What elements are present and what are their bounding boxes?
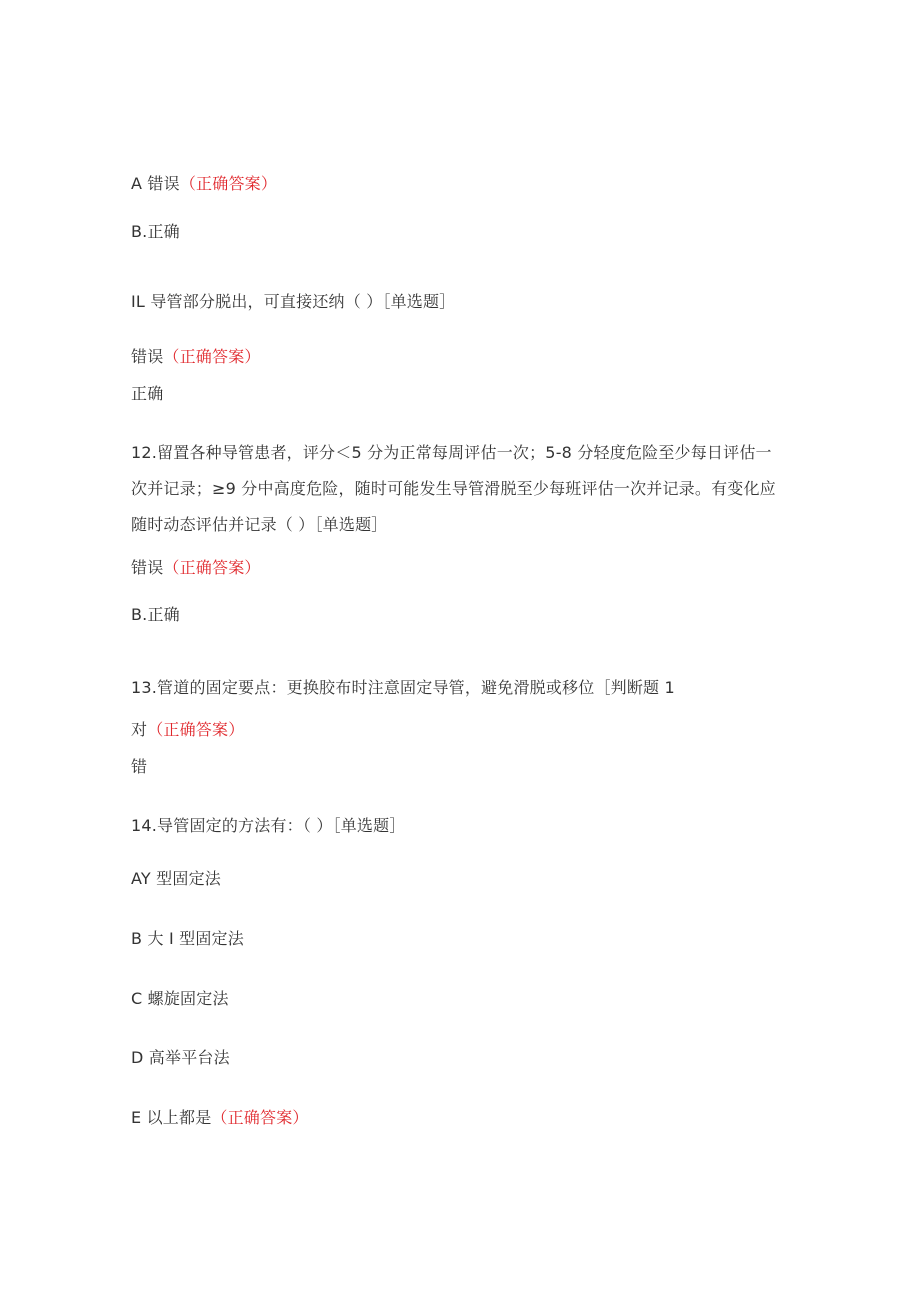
q13-option-b xyxy=(131,757,147,777)
question-text: 12.留置各种导管患者，评分＜5 分为正常每周评估一次；5-8 分轻度危险至少每日评估一次并记录；≥9 分中高度危险，随时可能发生导管滑脱至少每班评估一次并记录。有变化应随时动态评估并记录（ ）［单选题］ xyxy=(131,443,776,534)
question-text: 14.导管固定的方法有：（ ）［单选题］ xyxy=(131,816,406,835)
q11-stem xyxy=(131,292,455,312)
option-text: 正确 xyxy=(131,384,164,403)
q14-option-c xyxy=(131,989,229,1009)
option-text: 错误 xyxy=(131,347,164,366)
q14-stem xyxy=(131,816,406,836)
option-text: AY 型固定法 xyxy=(131,869,221,888)
q11-option-b xyxy=(131,384,163,404)
option-text: E 以上都是 xyxy=(131,1108,212,1127)
q10-option-b xyxy=(131,222,180,242)
option-text: B 大 I 型固定法 xyxy=(131,929,244,948)
correct-answer-mark: （正确答案） xyxy=(147,720,245,739)
q14-option-a xyxy=(131,869,221,889)
q10-option-a xyxy=(131,174,277,194)
q13-stem xyxy=(131,678,675,698)
q12-option-a xyxy=(131,558,261,578)
q14-option-e xyxy=(131,1108,309,1128)
q12-option-b xyxy=(131,605,180,625)
option-text: D 高举平台法 xyxy=(131,1048,230,1067)
correct-answer-mark: （正确答案） xyxy=(163,347,261,366)
question-text: IL 导管部分脱出，可直接还纳（ ）［单选题］ xyxy=(131,292,456,311)
question-text: 13.管道的固定要点：更换胶布时注意固定导管，避免滑脱或移位［判断题 1 xyxy=(131,678,675,697)
option-text: B.正确 xyxy=(131,605,180,624)
correct-answer-mark: （正确答案） xyxy=(163,558,261,577)
option-text: A 错误 xyxy=(131,174,180,193)
option-text: C 螺旋固定法 xyxy=(131,989,229,1008)
q14-option-d xyxy=(131,1048,230,1068)
option-text: 错误 xyxy=(131,558,164,577)
option-text: B.正确 xyxy=(131,222,180,241)
q11-option-a xyxy=(131,347,261,367)
q12-stem xyxy=(131,435,781,543)
correct-answer-mark: （正确答案） xyxy=(179,174,278,193)
option-text: 错 xyxy=(131,757,148,776)
q14-option-b xyxy=(131,929,244,949)
q13-option-a xyxy=(131,720,244,740)
option-text: 对 xyxy=(131,720,148,739)
correct-answer-mark: （正确答案） xyxy=(211,1108,309,1127)
